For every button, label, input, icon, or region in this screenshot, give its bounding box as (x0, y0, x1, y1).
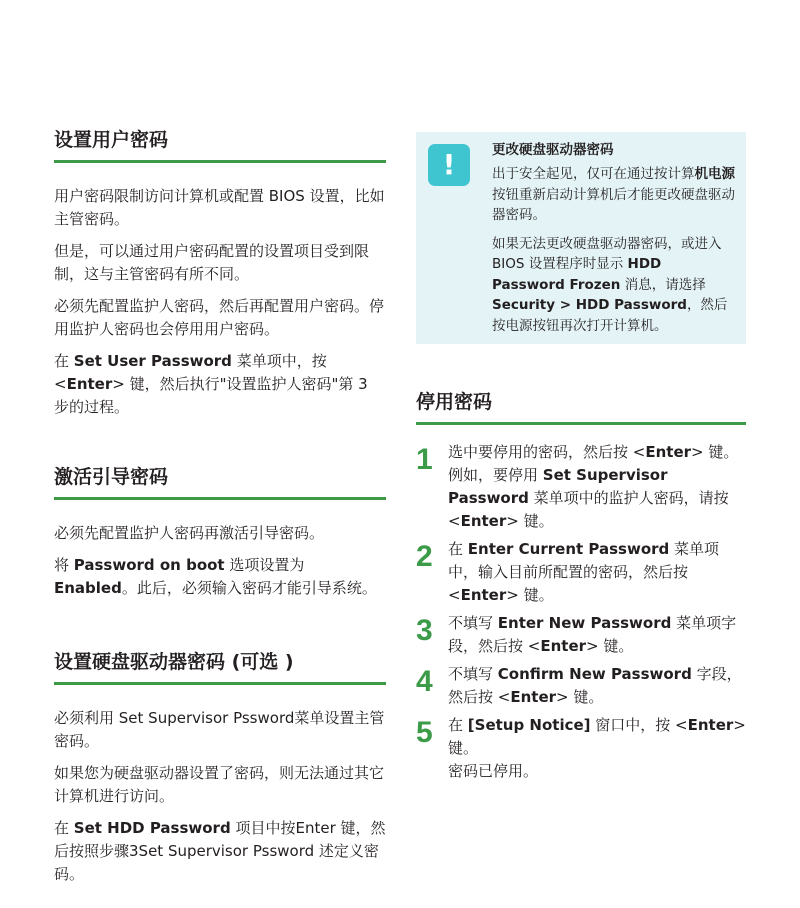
text: 在 (54, 352, 74, 370)
text: 按钮重新启动计算机后才能更改硬盘驱动器密码。 (492, 186, 735, 223)
key-name: Enter (645, 443, 692, 461)
step-item (416, 441, 746, 533)
window-name: [Setup Notice] (467, 716, 591, 734)
step-list (416, 441, 746, 783)
step-number: 1 (416, 443, 433, 476)
right-column (416, 132, 748, 780)
paragraph (54, 554, 386, 600)
text: 不填写 (448, 614, 498, 632)
key-name: Enter (460, 586, 507, 604)
key-name: Enter (510, 688, 557, 706)
text: 窗口中，按 < (590, 716, 688, 734)
step-item (416, 538, 746, 607)
text: 菜单项字段，然后按 < (448, 614, 737, 655)
text: 字段，然后按 < (448, 665, 742, 706)
section-title: 激活引导密码 (54, 463, 386, 500)
text: 项目中按Enter 键，然后按照步骤3Set Supervisor Pssword 述定义密码。 (54, 819, 386, 883)
left-column (54, 126, 386, 883)
step-text (448, 538, 746, 607)
text: > 键。 (506, 586, 554, 604)
text: 在 (54, 819, 74, 837)
key-name: Enter (460, 512, 507, 530)
section-title: 设置用户密码 (54, 126, 386, 163)
paragraph: 必须先配置监护人密码再激活引导密码。 (54, 524, 325, 542)
text: 不填写 (448, 665, 498, 683)
text: > 键，然后执行"设置监护人密码"第 3 步的过程。 (54, 375, 368, 416)
paragraph (54, 350, 386, 419)
menu-item-name: Set User Password (73, 352, 232, 370)
bold-text: 机电源 (694, 166, 735, 182)
menu-item-name: Enter New Password (497, 614, 672, 632)
note-paragraph (492, 234, 738, 337)
step-item (416, 663, 746, 709)
key-name: Enter (687, 716, 734, 734)
paragraph (54, 817, 386, 886)
step-item (416, 714, 746, 783)
field-name: Confirm New Password (497, 665, 692, 683)
step-number: 3 (416, 614, 433, 647)
paragraph: 但是，可以通过用户密码配置的设置项目受到限制，这与主管密码有所不同。 (54, 242, 370, 283)
text: 选项设置为 (224, 556, 305, 574)
text: ，然后按电源按钮再次打开计算机。 (492, 297, 728, 334)
option-name: Password on boot (73, 556, 225, 574)
text: 菜单项中，输入目前所配置的密码，然后按 < (448, 540, 720, 604)
result-text: 密码已停用。 (448, 762, 539, 780)
paragraph: 用户密码限制访问计算机或配置 BIOS 设置，比如主管密码。 (54, 187, 385, 228)
step-text (448, 441, 746, 533)
section-title: 停用密码 (416, 388, 746, 425)
text: > 键。 (448, 716, 746, 757)
text: 在 (448, 540, 468, 558)
menu-item-name: Set HDD Password (73, 819, 231, 837)
note-box (416, 132, 746, 344)
text: 消息，请选择 (620, 276, 706, 293)
note-title: 更改硬盘驱动器密码 (492, 142, 614, 158)
step-text (448, 612, 746, 658)
paragraph: 如果您为硬盘驱动器设置了密码，则无法通过其它计算机进行访问。 (54, 764, 385, 805)
option-value: Enabled (54, 579, 122, 597)
step-number: 2 (416, 540, 433, 573)
text: 菜单项中的监护人密码，请按 < (448, 489, 729, 530)
text: > 键。 (586, 637, 634, 655)
menu-item-name: Set Supervisor Password (448, 466, 668, 507)
key-name: Enter (540, 637, 587, 655)
text: 出于安全起见，仅可在通过按计算 (492, 166, 695, 182)
boot-password-section (54, 463, 386, 600)
text: 。此后，必须输入密码才能引导系统。 (121, 579, 377, 597)
hdd-password-section (54, 648, 386, 886)
step-text (448, 663, 746, 709)
step-text (448, 714, 746, 783)
section-title: 设置硬盘驱动器密码 (可选 ) (54, 648, 386, 685)
paragraph: 必须利用 Set Supervisor Pssword菜单设置主管密码。 (54, 709, 385, 750)
exclamation-icon: ! (428, 144, 470, 186)
text: 在 (448, 716, 468, 734)
menu-path: Security > HDD Password (492, 297, 687, 313)
message-name: HDD Password Frozen (492, 256, 662, 293)
text: 将 (54, 556, 74, 574)
text: > 键。例如，要停用 (448, 443, 739, 484)
note-body (492, 140, 738, 336)
key-name: Enter (66, 375, 113, 393)
text: 菜单项中，按 < (54, 352, 327, 393)
step-number: 5 (416, 716, 433, 749)
text: 选中要停用的密码，然后按 < (448, 443, 646, 461)
text: > 键。 (506, 512, 554, 530)
step-number: 4 (416, 665, 433, 698)
set-user-password-section (54, 126, 386, 419)
text: 如果无法更改硬盘驱动器密码，或进入 BIOS 设置程序时显示 (492, 235, 722, 272)
paragraph: 必须先配置监护人密码，然后再配置用户密码。停用监护人密码也会停用用户密码。 (54, 297, 385, 338)
step-item (416, 612, 746, 658)
menu-item-name: Enter Current Password (467, 540, 670, 558)
note-paragraph (492, 164, 738, 226)
text: > 键。 (556, 688, 604, 706)
disable-password-section (416, 388, 746, 788)
